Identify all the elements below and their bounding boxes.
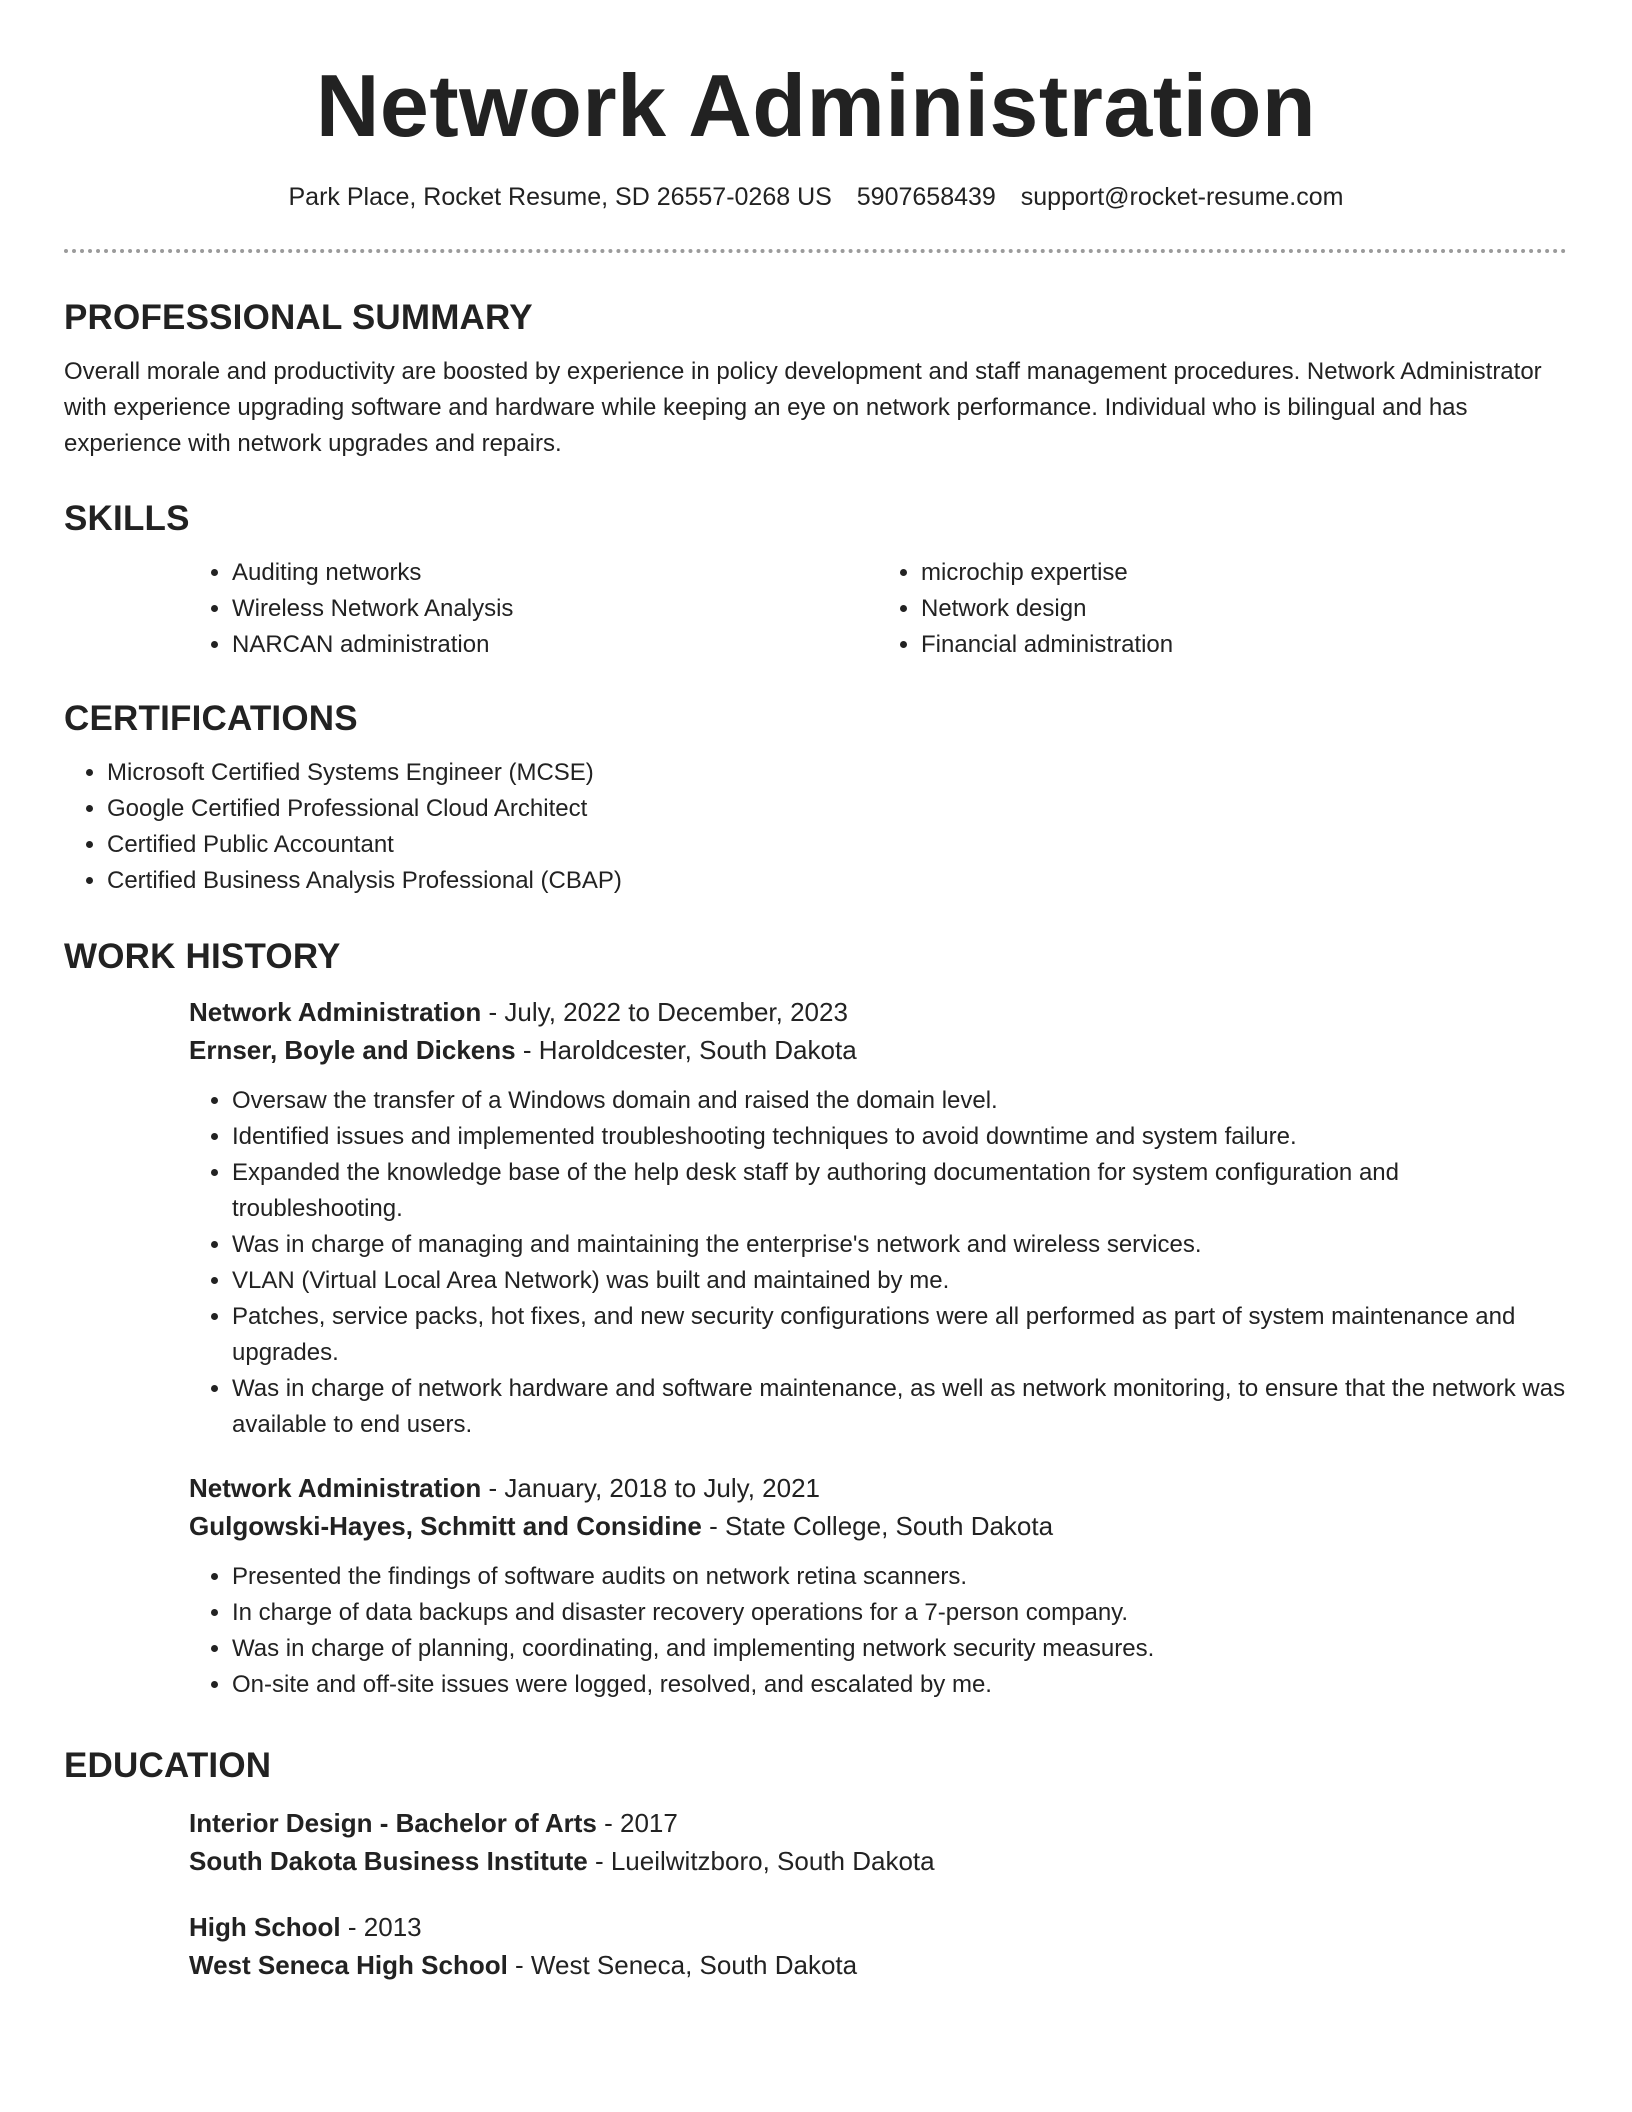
certification-item: • Microsoft Certified Systems Engineer (MCSE) xyxy=(107,755,1567,791)
education-degree: Interior Design - Bachelor of Arts xyxy=(189,1808,597,1838)
job-bullet: • On-site and off-site issues were logged, resolved, and escalated by me. xyxy=(232,1667,1567,1703)
education-degree-line xyxy=(189,1804,1567,1842)
education-degree: High School xyxy=(189,1912,341,1942)
skill-item: • Network design xyxy=(921,591,1567,627)
skills-list-right xyxy=(878,555,1567,663)
job-bullet: • Identified issues and implemented troubleshooting techniques to avoid downtime and system failure. xyxy=(232,1119,1567,1155)
education-school-line xyxy=(189,1842,1567,1880)
education-entry xyxy=(189,1908,1567,1984)
job-bullet: • Oversaw the transfer of a Windows domain and raised the domain level. xyxy=(232,1083,1567,1119)
job-company-line xyxy=(189,1507,1567,1545)
job-dates: - July, 2022 to December, 2023 xyxy=(481,997,848,1027)
resume-name: Network Administration xyxy=(315,56,1317,155)
education-entry xyxy=(189,1804,1567,1880)
job-bullet: • Was in charge of planning, coordinating, and implementing network security measures. xyxy=(232,1631,1567,1667)
job-bullet: • Was in charge of network hardware and software maintenance, as well as network monitoring, to ensure that the network was available to end users. xyxy=(232,1371,1567,1443)
education-location: - Lueilwitzboro, South Dakota xyxy=(587,1846,935,1876)
job-bullet: • VLAN (Virtual Local Area Network) was built and maintained by me. xyxy=(232,1263,1567,1299)
certifications-section xyxy=(64,697,1567,899)
contact-address: Park Place, Rocket Resume, SD 26557-0268 US xyxy=(288,183,832,211)
education-school: South Dakota Business Institute xyxy=(189,1846,588,1876)
job-title-line xyxy=(189,1469,1567,1507)
certifications-list xyxy=(64,755,1567,899)
skills-columns xyxy=(189,555,1567,663)
certification-item: • Certified Business Analysis Professional (CBAP) xyxy=(107,863,1567,899)
section-title-summary: PROFESSIONAL SUMMARY xyxy=(64,298,533,337)
job-bullet: • Was in charge of managing and maintaining the enterprise's network and wireless services. xyxy=(232,1227,1567,1263)
header-divider xyxy=(64,249,1567,253)
skills-list-left xyxy=(189,555,878,663)
section-title-skills: SKILLS xyxy=(64,499,190,538)
summary-text: Overall morale and productivity are boosted by experience in policy development and staff management procedures. Network Administrator with experience upgrading software and hardware while keeping an eye on network performance. Individual who is bilingual and has experience with network upgrades and repairs. xyxy=(64,358,1542,457)
job-location: - Haroldcester, South Dakota xyxy=(515,1035,857,1065)
job-role: Network Administration xyxy=(189,997,482,1027)
certification-item: • Certified Public Accountant xyxy=(107,827,1567,863)
contact-line xyxy=(0,180,1632,214)
job-entry xyxy=(189,993,1567,1443)
skill-item: • Wireless Network Analysis xyxy=(232,591,878,627)
contact-phone: 5907658439 xyxy=(856,183,996,211)
education-location: - West Seneca, South Dakota xyxy=(507,1950,858,1980)
job-title-line xyxy=(189,993,1567,1031)
job-bullet: • Expanded the knowledge base of the help desk staff by authoring documentation for system configuration and troubleshooting. xyxy=(232,1155,1567,1227)
section-title-education: EDUCATION xyxy=(64,1746,272,1785)
skill-item: • Auditing networks xyxy=(232,555,878,591)
education-year: - 2013 xyxy=(340,1912,422,1942)
skill-item: • NARCAN administration xyxy=(232,627,878,663)
certification-item: • Google Certified Professional Cloud Architect xyxy=(107,791,1567,827)
job-dates: - January, 2018 to July, 2021 xyxy=(481,1473,820,1503)
job-bullet: • Patches, service packs, hot fixes, and new security configurations were all performed as part of system maintenance and upgrades. xyxy=(232,1299,1567,1371)
job-role: Network Administration xyxy=(189,1473,482,1503)
job-bullet: • In charge of data backups and disaster recovery operations for a 7-person company. xyxy=(232,1595,1567,1631)
education-year: - 2017 xyxy=(596,1808,678,1838)
summary-section xyxy=(64,296,1567,462)
skill-item: • Financial administration xyxy=(921,627,1567,663)
job-entry xyxy=(189,1469,1567,1703)
section-title-certifications: CERTIFICATIONS xyxy=(64,699,358,738)
job-location: - State College, South Dakota xyxy=(701,1511,1054,1541)
job-company: Ernser, Boyle and Dickens xyxy=(189,1035,516,1065)
job-company-line xyxy=(189,1031,1567,1069)
job-company: Gulgowski-Hayes, Schmitt and Considine xyxy=(189,1511,702,1541)
skill-item: • microchip expertise xyxy=(921,555,1567,591)
education-school: West Seneca High School xyxy=(189,1950,508,1980)
job-bullets xyxy=(189,1083,1567,1443)
section-title-work: WORK HISTORY xyxy=(64,937,341,976)
education-section xyxy=(64,1744,1567,1984)
job-bullets xyxy=(189,1559,1567,1703)
education-degree-line xyxy=(189,1908,1567,1946)
contact-email: support@rocket-resume.com xyxy=(1020,183,1344,211)
education-school-line xyxy=(189,1946,1567,1984)
job-bullet: • Presented the findings of software audits on network retina scanners. xyxy=(232,1559,1567,1595)
work-section xyxy=(64,935,1567,1703)
skills-section xyxy=(64,497,1567,663)
